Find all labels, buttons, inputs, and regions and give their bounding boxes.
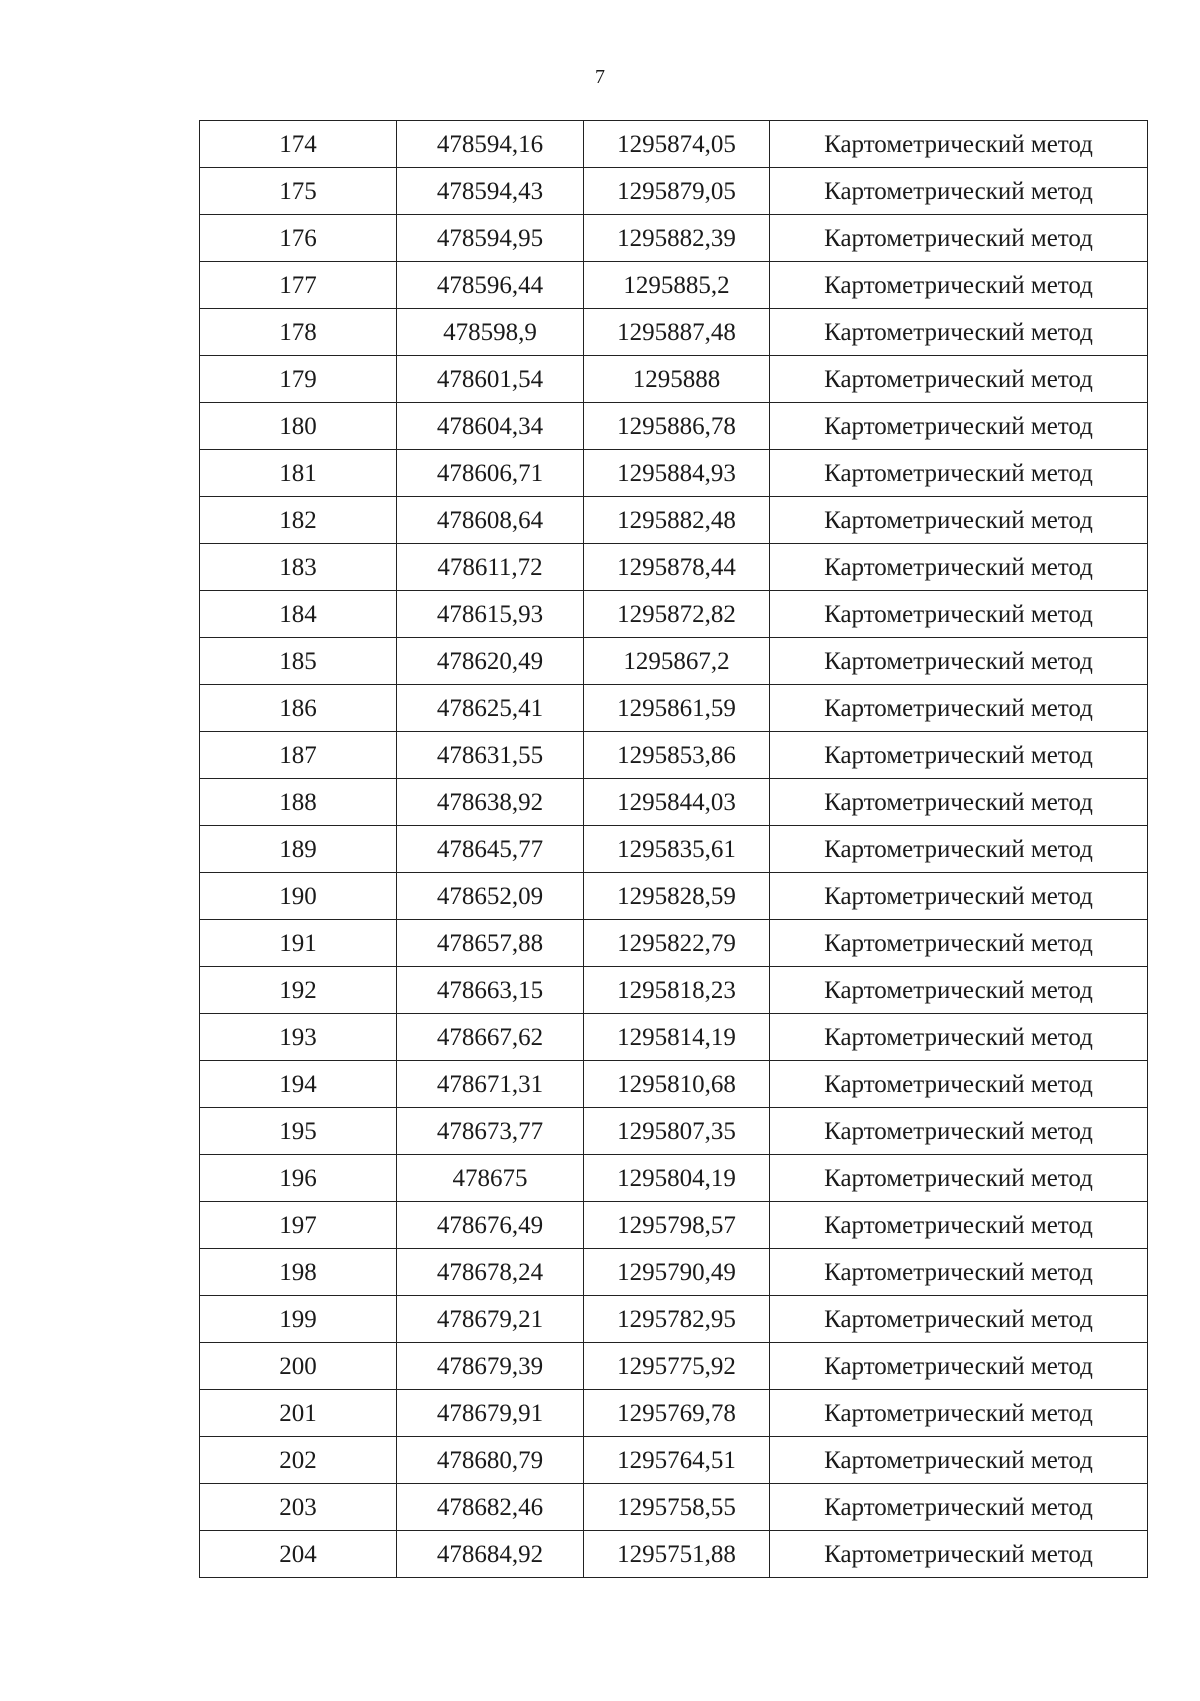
method-cell: Картометрический метод: [770, 967, 1148, 1014]
y-coordinate-cell: 1295872,82: [584, 591, 770, 638]
point-number-cell: 185: [200, 638, 397, 685]
point-number-cell: 181: [200, 450, 397, 497]
point-number-cell: 197: [200, 1202, 397, 1249]
y-coordinate-cell: 1295882,39: [584, 215, 770, 262]
x-coordinate-cell: 478631,55: [397, 732, 584, 779]
coordinates-table-body: [200, 121, 1148, 1578]
method-cell: Картометрический метод: [770, 685, 1148, 732]
method-cell: Картометрический метод: [770, 262, 1148, 309]
method-cell: Картометрический метод: [770, 779, 1148, 826]
table-row: [200, 1296, 1148, 1343]
point-number-cell: 176: [200, 215, 397, 262]
table-row: [200, 544, 1148, 591]
method-cell: Картометрический метод: [770, 1014, 1148, 1061]
point-number-cell: 203: [200, 1484, 397, 1531]
x-coordinate-cell: 478679,91: [397, 1390, 584, 1437]
point-number-cell: 202: [200, 1437, 397, 1484]
x-coordinate-cell: 478638,92: [397, 779, 584, 826]
x-coordinate-cell: 478663,15: [397, 967, 584, 1014]
y-coordinate-cell: 1295867,2: [584, 638, 770, 685]
x-coordinate-cell: 478676,49: [397, 1202, 584, 1249]
table-row: [200, 356, 1148, 403]
y-coordinate-cell: 1295861,59: [584, 685, 770, 732]
point-number-cell: 182: [200, 497, 397, 544]
y-coordinate-cell: 1295790,49: [584, 1249, 770, 1296]
point-number-cell: 196: [200, 1155, 397, 1202]
method-cell: Картометрический метод: [770, 920, 1148, 967]
point-number-cell: 188: [200, 779, 397, 826]
y-coordinate-cell: 1295804,19: [584, 1155, 770, 1202]
method-cell: Картометрический метод: [770, 826, 1148, 873]
y-coordinate-cell: 1295888: [584, 356, 770, 403]
table-row: [200, 1484, 1148, 1531]
y-coordinate-cell: 1295835,61: [584, 826, 770, 873]
x-coordinate-cell: 478678,24: [397, 1249, 584, 1296]
method-cell: Картометрический метод: [770, 215, 1148, 262]
point-number-cell: 193: [200, 1014, 397, 1061]
y-coordinate-cell: 1295886,78: [584, 403, 770, 450]
table-row: [200, 450, 1148, 497]
method-cell: Картометрический метод: [770, 1061, 1148, 1108]
table-row: [200, 168, 1148, 215]
point-number-cell: 198: [200, 1249, 397, 1296]
method-cell: Картометрический метод: [770, 1296, 1148, 1343]
table-row: [200, 1531, 1148, 1578]
y-coordinate-cell: 1295769,78: [584, 1390, 770, 1437]
table-row: [200, 1014, 1148, 1061]
point-number-cell: 192: [200, 967, 397, 1014]
method-cell: Картометрический метод: [770, 544, 1148, 591]
point-number-cell: 200: [200, 1343, 397, 1390]
table-row: [200, 1061, 1148, 1108]
point-number-cell: 178: [200, 309, 397, 356]
x-coordinate-cell: 478598,9: [397, 309, 584, 356]
method-cell: Картометрический метод: [770, 1484, 1148, 1531]
table-row: [200, 1202, 1148, 1249]
coordinates-table: [199, 120, 1148, 1578]
point-number-cell: 199: [200, 1296, 397, 1343]
x-coordinate-cell: 478652,09: [397, 873, 584, 920]
y-coordinate-cell: 1295879,05: [584, 168, 770, 215]
y-coordinate-cell: 1295885,2: [584, 262, 770, 309]
x-coordinate-cell: 478682,46: [397, 1484, 584, 1531]
table-row: [200, 732, 1148, 779]
point-number-cell: 183: [200, 544, 397, 591]
x-coordinate-cell: 478601,54: [397, 356, 584, 403]
method-cell: Картометрический метод: [770, 121, 1148, 168]
x-coordinate-cell: 478604,34: [397, 403, 584, 450]
table-row: [200, 1437, 1148, 1484]
point-number-cell: 177: [200, 262, 397, 309]
x-coordinate-cell: 478671,31: [397, 1061, 584, 1108]
y-coordinate-cell: 1295887,48: [584, 309, 770, 356]
x-coordinate-cell: 478608,64: [397, 497, 584, 544]
table-row: [200, 309, 1148, 356]
table-row: [200, 403, 1148, 450]
method-cell: Картометрический метод: [770, 591, 1148, 638]
point-number-cell: 195: [200, 1108, 397, 1155]
method-cell: Картометрический метод: [770, 403, 1148, 450]
y-coordinate-cell: 1295764,51: [584, 1437, 770, 1484]
page-number: 7: [595, 66, 605, 88]
table-row: [200, 1249, 1148, 1296]
x-coordinate-cell: 478611,72: [397, 544, 584, 591]
y-coordinate-cell: 1295878,44: [584, 544, 770, 591]
method-cell: Картометрический метод: [770, 732, 1148, 779]
table-row: [200, 1390, 1148, 1437]
x-coordinate-cell: 478620,49: [397, 638, 584, 685]
point-number-cell: 190: [200, 873, 397, 920]
method-cell: Картометрический метод: [770, 1531, 1148, 1578]
point-number-cell: 204: [200, 1531, 397, 1578]
table-row: [200, 262, 1148, 309]
x-coordinate-cell: 478679,39: [397, 1343, 584, 1390]
point-number-cell: 194: [200, 1061, 397, 1108]
method-cell: Картометрический метод: [770, 1437, 1148, 1484]
y-coordinate-cell: 1295828,59: [584, 873, 770, 920]
x-coordinate-cell: 478675: [397, 1155, 584, 1202]
method-cell: Картометрический метод: [770, 168, 1148, 215]
point-number-cell: 175: [200, 168, 397, 215]
y-coordinate-cell: 1295782,95: [584, 1296, 770, 1343]
y-coordinate-cell: 1295751,88: [584, 1531, 770, 1578]
method-cell: Картометрический метод: [770, 356, 1148, 403]
method-cell: Картометрический метод: [770, 309, 1148, 356]
y-coordinate-cell: 1295874,05: [584, 121, 770, 168]
x-coordinate-cell: 478625,41: [397, 685, 584, 732]
point-number-cell: 180: [200, 403, 397, 450]
point-number-cell: 179: [200, 356, 397, 403]
table-row: [200, 1108, 1148, 1155]
table-row: [200, 685, 1148, 732]
x-coordinate-cell: 478684,92: [397, 1531, 584, 1578]
y-coordinate-cell: 1295758,55: [584, 1484, 770, 1531]
y-coordinate-cell: 1295798,57: [584, 1202, 770, 1249]
table-row: [200, 638, 1148, 685]
y-coordinate-cell: 1295853,86: [584, 732, 770, 779]
method-cell: Картометрический метод: [770, 450, 1148, 497]
table-row: [200, 826, 1148, 873]
point-number-cell: 191: [200, 920, 397, 967]
method-cell: Картометрический метод: [770, 638, 1148, 685]
point-number-cell: 201: [200, 1390, 397, 1437]
x-coordinate-cell: 478657,88: [397, 920, 584, 967]
x-coordinate-cell: 478594,95: [397, 215, 584, 262]
x-coordinate-cell: 478645,77: [397, 826, 584, 873]
method-cell: Картометрический метод: [770, 1390, 1148, 1437]
y-coordinate-cell: 1295807,35: [584, 1108, 770, 1155]
point-number-cell: 184: [200, 591, 397, 638]
x-coordinate-cell: 478680,79: [397, 1437, 584, 1484]
method-cell: Картометрический метод: [770, 1202, 1148, 1249]
table-row: [200, 873, 1148, 920]
x-coordinate-cell: 478679,21: [397, 1296, 584, 1343]
table-row: [200, 920, 1148, 967]
method-cell: Картометрический метод: [770, 1155, 1148, 1202]
x-coordinate-cell: 478594,16: [397, 121, 584, 168]
table-row: [200, 121, 1148, 168]
point-number-cell: 186: [200, 685, 397, 732]
y-coordinate-cell: 1295884,93: [584, 450, 770, 497]
method-cell: Картометрический метод: [770, 1249, 1148, 1296]
x-coordinate-cell: 478596,44: [397, 262, 584, 309]
x-coordinate-cell: 478673,77: [397, 1108, 584, 1155]
y-coordinate-cell: 1295822,79: [584, 920, 770, 967]
x-coordinate-cell: 478615,93: [397, 591, 584, 638]
table-row: [200, 215, 1148, 262]
method-cell: Картометрический метод: [770, 873, 1148, 920]
point-number-cell: 187: [200, 732, 397, 779]
table-row: [200, 1155, 1148, 1202]
y-coordinate-cell: 1295810,68: [584, 1061, 770, 1108]
point-number-cell: 174: [200, 121, 397, 168]
table-row: [200, 967, 1148, 1014]
table-row: [200, 497, 1148, 544]
x-coordinate-cell: 478667,62: [397, 1014, 584, 1061]
point-number-cell: 189: [200, 826, 397, 873]
method-cell: Картометрический метод: [770, 1108, 1148, 1155]
x-coordinate-cell: 478594,43: [397, 168, 584, 215]
y-coordinate-cell: 1295775,92: [584, 1343, 770, 1390]
y-coordinate-cell: 1295814,19: [584, 1014, 770, 1061]
x-coordinate-cell: 478606,71: [397, 450, 584, 497]
method-cell: Картометрический метод: [770, 1343, 1148, 1390]
table-row: [200, 1343, 1148, 1390]
y-coordinate-cell: 1295818,23: [584, 967, 770, 1014]
method-cell: Картометрический метод: [770, 497, 1148, 544]
y-coordinate-cell: 1295882,48: [584, 497, 770, 544]
table-row: [200, 591, 1148, 638]
y-coordinate-cell: 1295844,03: [584, 779, 770, 826]
table-row: [200, 779, 1148, 826]
